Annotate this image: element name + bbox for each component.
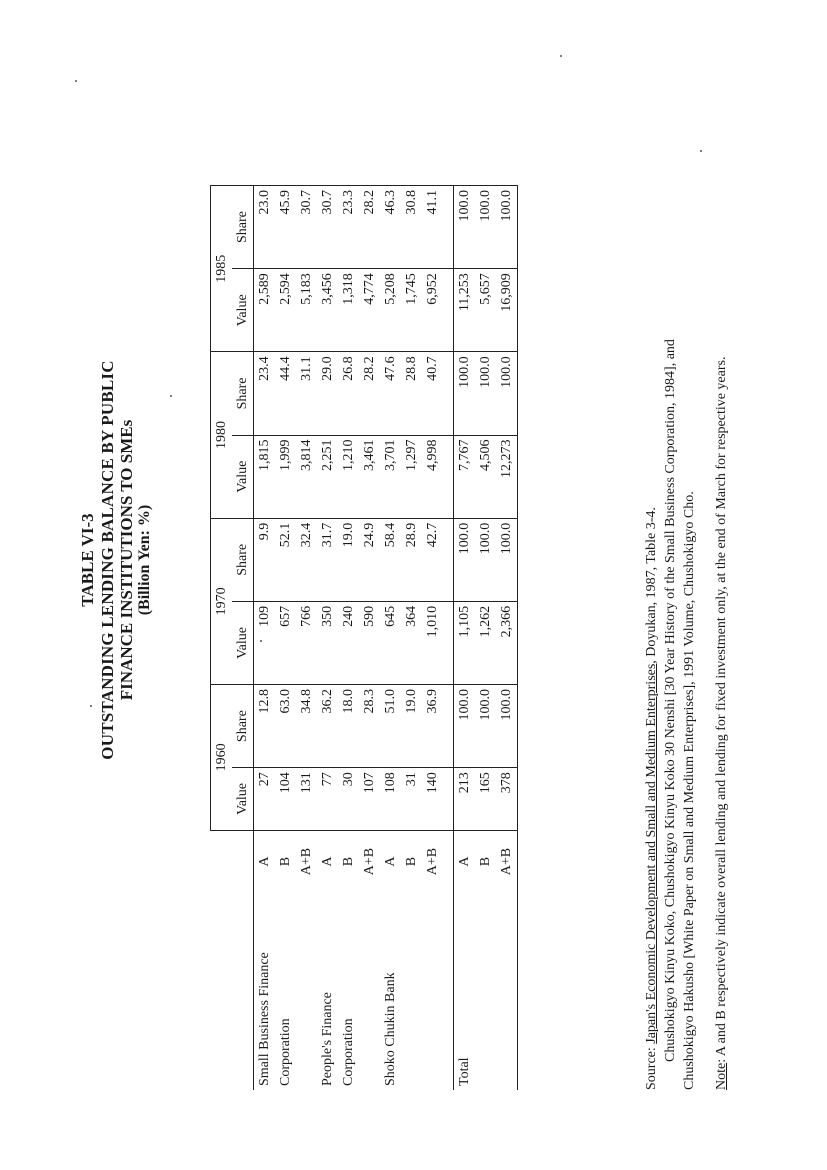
share-header: Share <box>232 352 254 435</box>
table-row <box>422 186 443 1091</box>
share-cell: 100.0 <box>475 186 496 269</box>
share-cell: 23.4 <box>254 352 276 435</box>
scan-speck <box>560 55 562 57</box>
institution-name <box>496 892 518 1090</box>
institution-name: Total <box>454 892 476 1090</box>
table-title-line2: FINANCE INSTITUTIONS TO SMEs <box>117 419 136 701</box>
source-line3: Chushokigyo Hakusho [White Paper on Small and Medium Enterprises], 1991 Volume, Chushokigyo Cho. <box>682 491 697 1090</box>
share-cell: 44.4 <box>275 352 296 435</box>
scan-speck <box>260 640 262 642</box>
share-cell: 52.1 <box>275 518 296 601</box>
share-cell: 23.0 <box>254 186 276 269</box>
institution-name <box>296 892 317 1090</box>
share-cell: 28.9 <box>401 518 422 601</box>
value-cell: 1,815 <box>254 435 276 518</box>
value-cell: 4,998 <box>422 435 443 518</box>
source-line1-rest: , Doyukan, 1987, Table 3-4. <box>644 507 659 664</box>
share-cell: 100.0 <box>454 518 476 601</box>
share-header: Share <box>232 685 254 768</box>
lending-type: B <box>403 856 419 867</box>
share-cell: 18.0 <box>338 685 359 768</box>
value-cell: 364 <box>401 601 422 684</box>
value-cell: 31 <box>401 768 422 830</box>
share-cell: 36.2 <box>317 685 338 768</box>
share-cell: 36.9 <box>422 685 443 768</box>
share-cell: 41.1 <box>422 186 443 269</box>
share-cell: 32.4 <box>296 518 317 601</box>
institution-name: Shoko Chukin Bank <box>382 972 398 1086</box>
share-header: Share <box>232 186 254 269</box>
source-label: Source: <box>644 1047 659 1090</box>
value-cell: 766 <box>296 601 317 684</box>
lending-type: B <box>340 856 356 867</box>
value-cell: 30 <box>338 768 359 830</box>
value-cell: 1,210 <box>338 435 359 518</box>
share-cell: 31.7 <box>317 518 338 601</box>
share-cell: 100.0 <box>496 685 518 768</box>
value-cell: 6,952 <box>422 269 443 352</box>
value-cell: 109 <box>254 601 276 684</box>
value-cell: 1,105 <box>454 601 476 684</box>
value-cell: 2,589 <box>254 269 276 352</box>
share-cell: 100.0 <box>454 186 476 269</box>
share-cell: 19.0 <box>338 518 359 601</box>
year-1970: 1970 <box>211 518 233 684</box>
note-text: : A and B respectively indicate overall lending and lending for fixed investment only, at the end of March for respective years. <box>714 356 729 1063</box>
table-row <box>254 186 276 1091</box>
value-cell: 350 <box>317 601 338 684</box>
value-cell: 3,814 <box>296 435 317 518</box>
lending-type: A+B <box>496 830 518 892</box>
value-header: Value <box>232 768 254 830</box>
value-cell: 108 <box>380 768 401 830</box>
value-cell: 213 <box>454 768 476 830</box>
value-cell: 378 <box>496 768 518 830</box>
table-title-line1: OUTSTANDING LENDING BALANCE BY PUBLIC <box>98 360 117 760</box>
lending-type: A <box>256 856 272 867</box>
share-cell: 100.0 <box>454 352 476 435</box>
share-cell: 100.0 <box>496 186 518 269</box>
value-cell: 3,461 <box>359 435 380 518</box>
value-cell: 5,657 <box>475 269 496 352</box>
table-row <box>401 186 422 1091</box>
institution-name: Corporation <box>340 1018 356 1086</box>
lending-type: A+B <box>298 847 314 876</box>
value-cell: 27 <box>254 768 276 830</box>
spacer-row <box>443 186 454 1091</box>
source-book-title: Japan's Economic Development and Small and Medium Enterprises <box>644 663 659 1044</box>
source-note <box>642 30 699 1090</box>
value-cell: 590 <box>359 601 380 684</box>
institution-name <box>401 892 422 1090</box>
share-cell: 100.0 <box>475 352 496 435</box>
value-cell: 5,183 <box>296 269 317 352</box>
share-cell: 30.7 <box>296 186 317 269</box>
value-header: Value <box>232 269 254 352</box>
value-cell: 3,456 <box>317 269 338 352</box>
institution-name <box>422 892 443 1090</box>
value-cell: 7,767 <box>454 435 476 518</box>
value-cell: 16,909 <box>496 269 518 352</box>
scan-speck <box>700 150 702 152</box>
table-unit: (Billion Yen: %) <box>136 504 153 616</box>
table-row <box>359 186 380 1091</box>
lending-type: B <box>277 856 293 867</box>
value-cell: 1,745 <box>401 269 422 352</box>
value-cell: 2,366 <box>496 601 518 684</box>
note-label: Note <box>714 1062 729 1090</box>
share-cell: 28.2 <box>359 352 380 435</box>
share-cell: 46.3 <box>380 186 401 269</box>
year-1980: 1980 <box>211 352 233 518</box>
lending-type: A+B <box>424 847 440 876</box>
institution-name: Corporation <box>277 1018 293 1086</box>
scan-speck <box>170 395 172 397</box>
share-cell: 19.0 <box>401 685 422 768</box>
share-cell: 42.7 <box>422 518 443 601</box>
document-page <box>40 0 820 1120</box>
share-cell: 28.2 <box>359 186 380 269</box>
value-cell: 12,273 <box>496 435 518 518</box>
share-cell: 9.9 <box>254 518 276 601</box>
table-row <box>317 186 338 1091</box>
value-cell: 4,506 <box>475 435 496 518</box>
value-cell: 165 <box>475 768 496 830</box>
value-cell: 657 <box>275 601 296 684</box>
lending-balance-table <box>210 185 518 1090</box>
table-body <box>254 186 518 1091</box>
value-cell: 645 <box>380 601 401 684</box>
institution-name: People's Finance <box>319 992 335 1086</box>
scan-speck <box>90 705 92 707</box>
value-cell: 1,262 <box>475 601 496 684</box>
share-cell: 100.0 <box>454 685 476 768</box>
value-cell: 11,253 <box>454 269 476 352</box>
lending-type: A <box>454 830 476 892</box>
source-line2: Chushokigyo Kinyu Koko, Chushokigyo Kinyu Koko 30 Nenshi [30 Year History of the Small Business Corporation, 1984], and <box>663 339 678 1062</box>
table-row <box>296 186 317 1091</box>
share-cell: 29.0 <box>317 352 338 435</box>
share-cell: 12.8 <box>254 685 276 768</box>
share-cell: 100.0 <box>475 518 496 601</box>
share-cell: 100.0 <box>475 685 496 768</box>
share-cell: 30.8 <box>401 186 422 269</box>
table-row <box>475 186 496 1091</box>
share-cell: 100.0 <box>496 352 518 435</box>
share-cell: 26.8 <box>338 352 359 435</box>
year-header-row <box>211 186 233 1091</box>
value-cell: 5,208 <box>380 269 401 352</box>
share-cell: 45.9 <box>275 186 296 269</box>
share-cell: 28.3 <box>359 685 380 768</box>
value-cell: 2,594 <box>275 269 296 352</box>
share-cell: 100.0 <box>496 518 518 601</box>
share-cell: 51.0 <box>380 685 401 768</box>
share-cell: 40.7 <box>422 352 443 435</box>
lending-type: A+B <box>361 847 377 876</box>
value-header: Value <box>232 601 254 684</box>
value-cell: 107 <box>359 768 380 830</box>
table-row <box>496 186 518 1091</box>
table-row <box>338 186 359 1091</box>
table-row <box>380 186 401 1091</box>
scan-speck <box>75 80 77 82</box>
share-cell: 30.7 <box>317 186 338 269</box>
value-cell: 1,999 <box>275 435 296 518</box>
institution-name <box>475 892 496 1090</box>
institution-name <box>359 892 380 1090</box>
value-cell: 131 <box>296 768 317 830</box>
share-cell: 24.9 <box>359 518 380 601</box>
share-cell: 47.6 <box>380 352 401 435</box>
value-cell: 4,774 <box>359 269 380 352</box>
year-1960: 1960 <box>211 685 233 831</box>
share-cell: 63.0 <box>275 685 296 768</box>
year-1985: 1985 <box>211 186 233 352</box>
value-cell: 2,251 <box>317 435 338 518</box>
value-header: Value <box>232 435 254 518</box>
value-cell: 77 <box>317 768 338 830</box>
value-cell: 1,318 <box>338 269 359 352</box>
lending-type: A <box>382 856 398 867</box>
share-header: Share <box>232 518 254 601</box>
value-cell: 240 <box>338 601 359 684</box>
share-cell: 23.3 <box>338 186 359 269</box>
lending-type: B <box>477 856 493 867</box>
institution-name: Small Business Finance <box>256 952 272 1086</box>
table-row <box>275 186 296 1091</box>
table-row <box>454 186 476 1091</box>
value-cell: 1,010 <box>422 601 443 684</box>
footnote <box>712 30 731 1090</box>
table-number: TABLE VI-3 <box>78 513 97 607</box>
value-cell: 1,297 <box>401 435 422 518</box>
value-cell: 140 <box>422 768 443 830</box>
value-cell: 104 <box>275 768 296 830</box>
share-cell: 28.8 <box>401 352 422 435</box>
subheader-row <box>232 186 254 1091</box>
share-cell: 34.8 <box>296 685 317 768</box>
share-cell: 31.1 <box>296 352 317 435</box>
lending-type: A <box>319 856 335 867</box>
share-cell: 58.4 <box>380 518 401 601</box>
value-cell: 3,701 <box>380 435 401 518</box>
